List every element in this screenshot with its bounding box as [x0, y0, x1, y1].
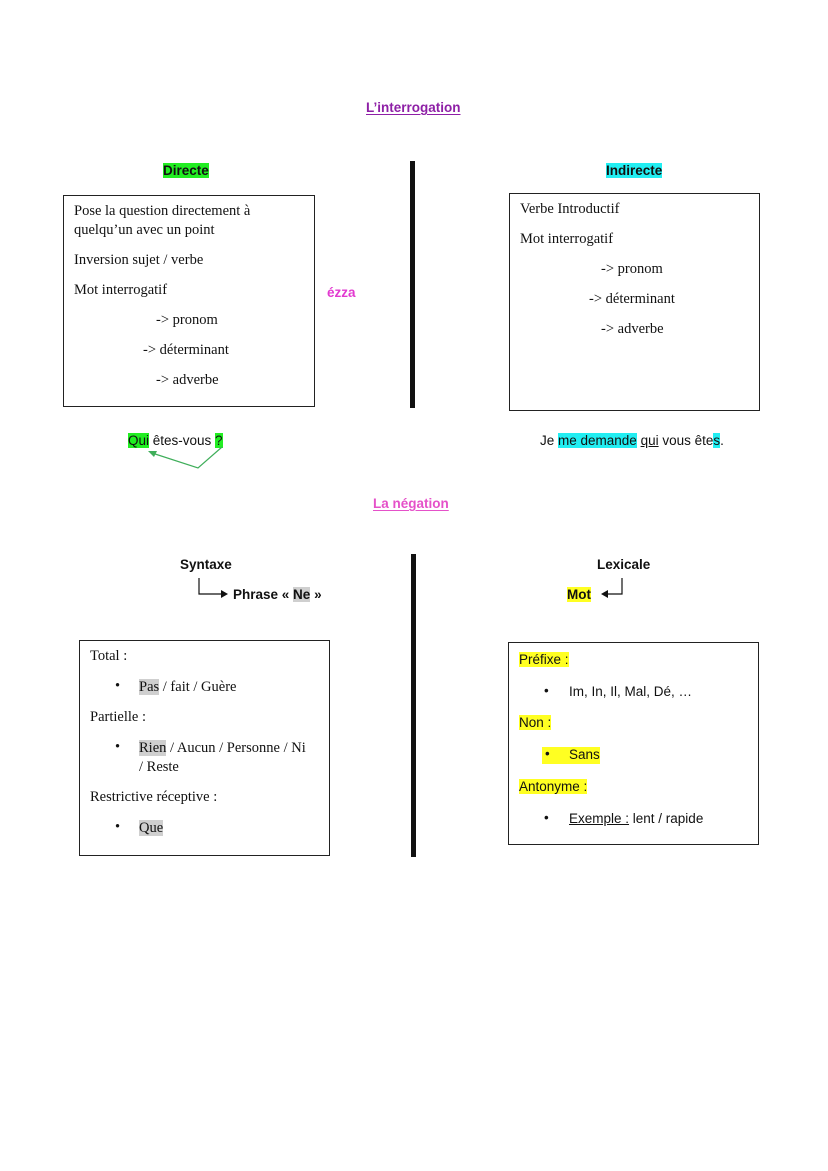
- indirecte-box: [509, 193, 760, 411]
- mot-label: [567, 587, 591, 602]
- prefixe-values: Im, In, Il, Mal, Dé, …: [569, 684, 693, 699]
- phrase-ne: [233, 587, 322, 602]
- indirecte-arrow-pronom: -> pronom: [601, 261, 663, 277]
- negation-title: La négation: [373, 496, 449, 511]
- bullet-dot: •: [545, 746, 550, 761]
- directe-arrow-adverbe: -> adverbe: [156, 372, 219, 388]
- non-label: [519, 715, 551, 730]
- syntaxe-box: [79, 640, 330, 856]
- syntaxe-heading: Syntaxe: [180, 557, 232, 572]
- example-qui-indirect: qui: [640, 433, 659, 448]
- indirecte-line-1: Verbe Introductif: [520, 201, 620, 217]
- partielle-rien: Rien: [139, 740, 167, 756]
- divider-bar-interrogation: [410, 161, 415, 408]
- directe-line-3: Inversion sujet / verbe: [74, 252, 204, 268]
- indirecte-heading: [606, 163, 662, 178]
- partielle-label: Partielle :: [90, 709, 146, 725]
- restrictive-que: Que: [139, 820, 164, 836]
- exemple-label: Exemple :: [569, 811, 630, 826]
- bullet-dot: •: [544, 810, 549, 825]
- example-vous-etes: vous ête: [658, 433, 714, 448]
- non-text: Non :: [519, 715, 552, 730]
- bullet-dot: •: [115, 819, 121, 835]
- bullet-dot: •: [115, 678, 121, 694]
- indirecte-heading-text: Indirecte: [606, 163, 663, 178]
- phrase-pre: Phrase «: [233, 587, 294, 602]
- example-s: s: [713, 433, 721, 448]
- indirecte-arrow-determinant: -> déterminant: [589, 291, 675, 307]
- total-rest: / fait / Guère: [159, 679, 237, 695]
- syntaxe-arrow: [198, 578, 230, 600]
- partielle-rest: / Aucun / Personne / Ni: [166, 740, 306, 756]
- example-je: Je: [540, 433, 559, 448]
- prefixe-label: [519, 652, 569, 667]
- divider-bar-negation: [411, 554, 416, 857]
- example-question-mark: ?: [215, 433, 223, 448]
- antonyme-label: [519, 779, 587, 794]
- directe-box: [63, 195, 315, 407]
- restrictive-label: Restrictive réceptive :: [90, 789, 218, 805]
- antonyme-text: Antonyme :: [519, 779, 588, 794]
- phrase-ne-word: Ne: [293, 587, 311, 602]
- prefixe-text: Préfixe :: [519, 652, 569, 667]
- example-period: .: [720, 433, 724, 448]
- indirecte-line-2: Mot interrogatif: [520, 231, 614, 247]
- example-qui: Qui: [128, 433, 150, 448]
- non-sans: Sans: [569, 747, 600, 762]
- directe-heading: [163, 163, 209, 178]
- lexicale-heading: Lexicale: [597, 557, 651, 572]
- example-rest: êtes-vous: [149, 433, 216, 448]
- total-label: Total :: [90, 648, 128, 664]
- lexicale-arrow: [600, 578, 626, 600]
- directe-heading-text: Directe: [163, 163, 209, 178]
- directe-line-1: Pose la question directement à: [74, 203, 251, 219]
- indirecte-example: [540, 433, 724, 448]
- directe-line-4: Mot interrogatif: [74, 282, 168, 298]
- middle-note: ézza: [327, 285, 356, 300]
- mot-text: Mot: [567, 587, 591, 602]
- green-annotation-arrow: [140, 445, 230, 475]
- total-pas: Pas: [139, 679, 160, 695]
- bullet-dot: •: [544, 683, 549, 698]
- interrogation-title: L’interrogation: [366, 100, 461, 115]
- partielle-reste: / Reste: [139, 759, 179, 775]
- phrase-post: »: [310, 587, 322, 602]
- lexicale-box: [508, 642, 759, 845]
- directe-line-2: quelqu’un avec un point: [74, 222, 215, 238]
- indirecte-arrow-adverbe: -> adverbe: [601, 321, 664, 337]
- example-me-demande: me demande: [558, 433, 637, 448]
- exemple-value: lent / rapide: [629, 811, 704, 826]
- directe-arrow-determinant: -> déterminant: [143, 342, 229, 358]
- bullet-dot: •: [115, 739, 121, 755]
- directe-arrow-pronom: -> pronom: [156, 312, 218, 328]
